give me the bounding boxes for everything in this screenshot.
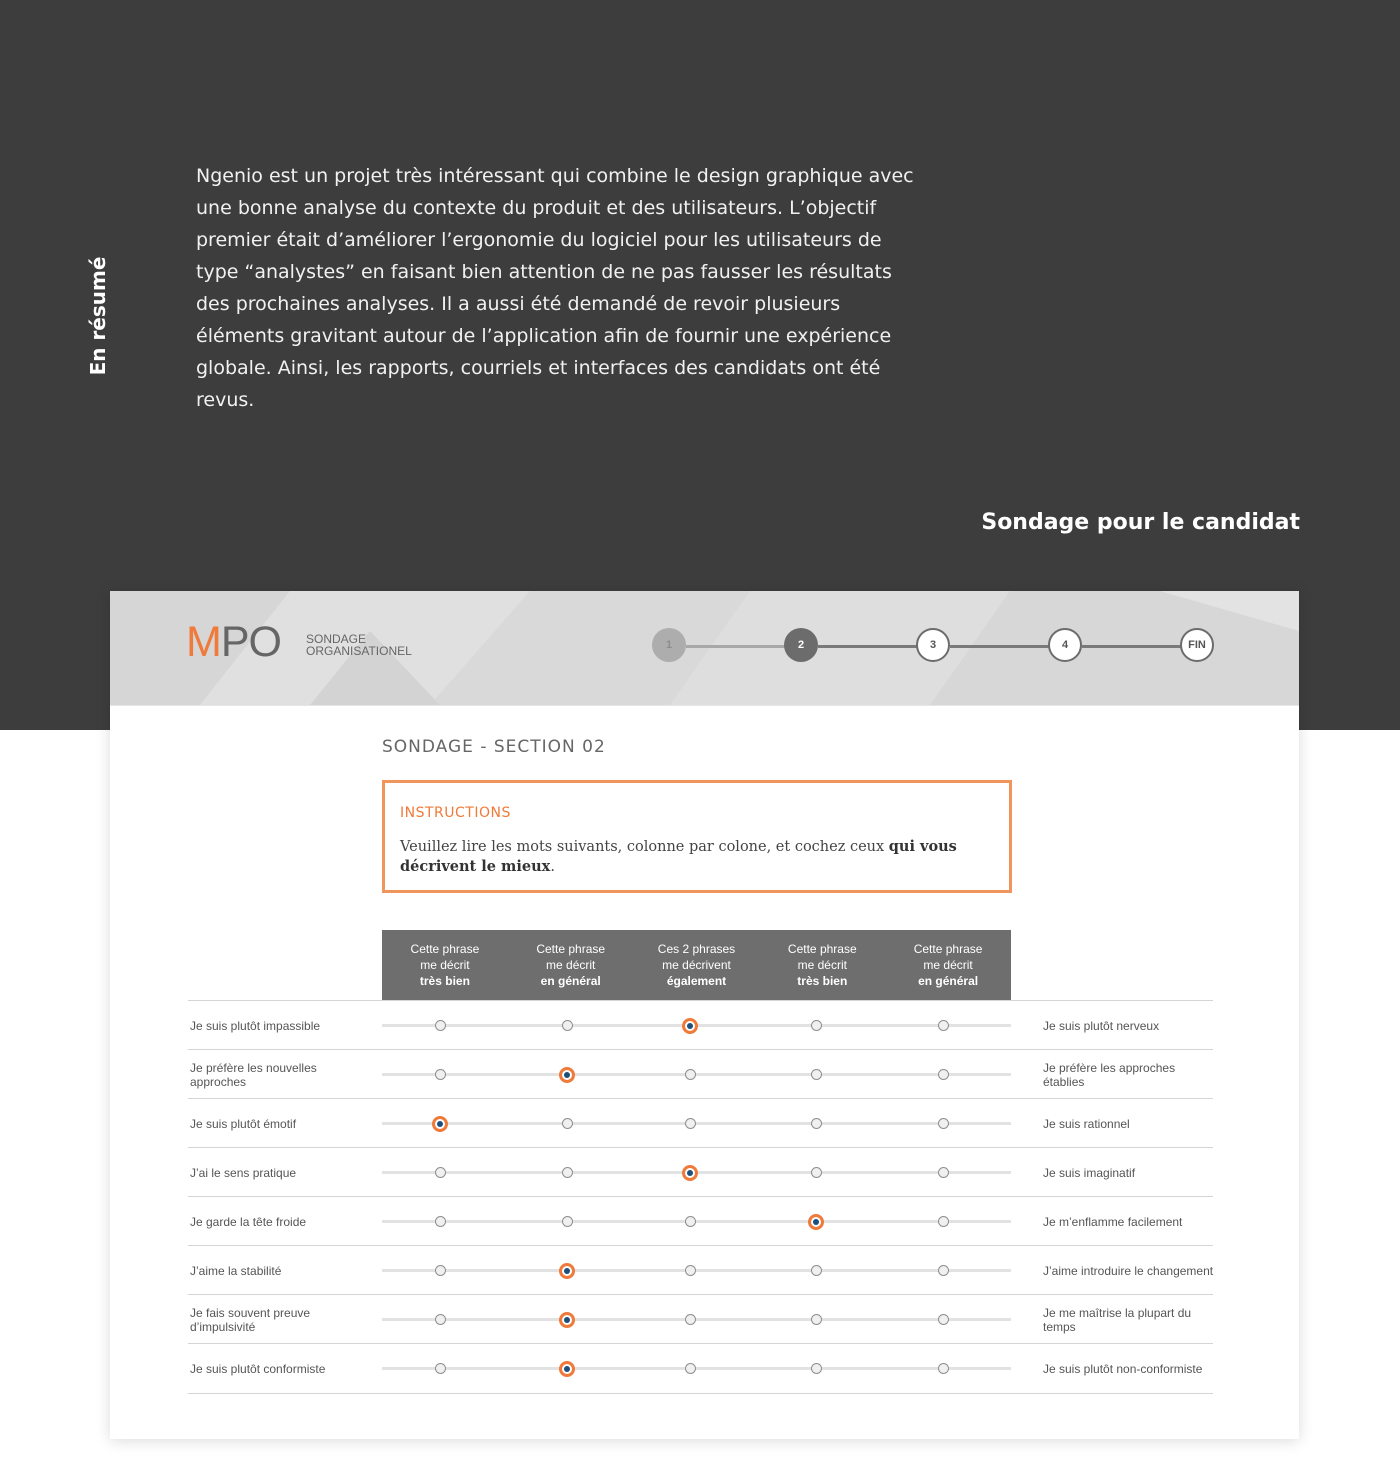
radio-selected[interactable] (559, 1067, 575, 1083)
radio-option[interactable] (938, 1167, 949, 1178)
radio-track (382, 1171, 1011, 1174)
survey-row (188, 1000, 1213, 1050)
radio-option[interactable] (435, 1020, 446, 1031)
column-header: Cette phrase me décrit très bien (787, 942, 857, 988)
radio-option[interactable] (938, 1069, 949, 1080)
survey-row (188, 1343, 1213, 1394)
instructions-box (382, 780, 1012, 893)
radio-option[interactable] (811, 1118, 822, 1129)
radio-option[interactable] (685, 1363, 696, 1374)
radio-option[interactable] (435, 1314, 446, 1325)
radio-option[interactable] (938, 1363, 949, 1374)
radio-track (382, 1367, 1011, 1370)
row-label-left: Je suis plutôt impassible (190, 1018, 321, 1033)
radio-option[interactable] (562, 1020, 573, 1031)
row-label-right: J’aime introduire le changement (1043, 1263, 1214, 1278)
radio-option[interactable] (685, 1118, 696, 1129)
step-4: 4 (1048, 628, 1082, 662)
radio-option[interactable] (811, 1265, 822, 1276)
survey-heading: Sondage pour le candidat (981, 510, 1300, 535)
radio-option[interactable] (811, 1020, 822, 1031)
radio-selected[interactable] (559, 1263, 575, 1279)
row-label-left: Je suis plutôt conformiste (190, 1361, 326, 1376)
logo-subtitle: SONDAGE ORGANISATIONEL (306, 632, 412, 658)
radio-option[interactable] (435, 1069, 446, 1080)
radio-track (382, 1318, 1011, 1321)
radio-option[interactable] (685, 1069, 696, 1080)
radio-selected[interactable] (559, 1312, 575, 1328)
row-label-left: Je préfère les nouvelles approches (190, 1060, 317, 1089)
progress-stepper (652, 628, 1216, 664)
step-connector (1082, 645, 1182, 648)
step-fin: FIN (1180, 628, 1214, 662)
app-header (110, 591, 1299, 706)
survey-screenshot (110, 591, 1299, 1439)
column-headers (382, 930, 1011, 1000)
row-label-right: Je préfère les approches établies (1043, 1060, 1176, 1089)
step-connector (686, 645, 785, 648)
radio-track (382, 1024, 1011, 1027)
radio-option[interactable] (938, 1118, 949, 1129)
column-header: Cette phrase me décrit en général (536, 942, 606, 988)
row-label-right: Je suis imaginatif (1043, 1165, 1136, 1180)
instructions-title: INSTRUCTIONS (400, 805, 511, 821)
radio-option[interactable] (435, 1363, 446, 1374)
summary-paragraph: Ngenio est un projet très intéressant qui combine le design graphique avec une bonne analyse du contexte du produit et des utilisateurs. L’objectif premier était d’améliorer l’ergonomie du logiciel pour les utilisateurs de type “analystes” en faisant bien attention de ne pas fausser les résultats des prochaines analyses. Il a aussi été demandé de revoir plusieurs éléments gravitant autour de l’application afin de fournir une expérience globale. Ainsi, les rapports, courriels et interfaces des candidats ont été revus. (196, 165, 914, 411)
radio-option[interactable] (435, 1265, 446, 1276)
row-label-right: Je me maîtrise la plupart du temps (1043, 1305, 1192, 1334)
radio-track (382, 1122, 1011, 1125)
step-2: 2 (784, 628, 818, 662)
radio-option[interactable] (811, 1069, 822, 1080)
column-header: Ces 2 phrases me décrivent également (657, 942, 736, 988)
radio-selected[interactable] (432, 1116, 448, 1132)
row-label-right: Je suis plutôt non-conformiste (1043, 1361, 1203, 1376)
radio-selected[interactable] (808, 1214, 824, 1230)
radio-option[interactable] (435, 1167, 446, 1178)
radio-option[interactable] (811, 1167, 822, 1178)
radio-option[interactable] (811, 1314, 822, 1325)
step-connector (818, 645, 917, 648)
side-label: En résumé (86, 256, 110, 376)
radio-option[interactable] (685, 1314, 696, 1325)
step-connector (950, 645, 1049, 648)
radio-option[interactable] (562, 1167, 573, 1178)
row-label-left: J’aime la stabilité (190, 1263, 282, 1278)
row-label-right: Je suis rationnel (1043, 1116, 1130, 1131)
row-label-left: Je fais souvent preuve d’impulsivité (190, 1305, 311, 1334)
row-label-left: Je garde la tête froide (190, 1214, 307, 1229)
radio-option[interactable] (685, 1265, 696, 1276)
radio-track (382, 1073, 1011, 1076)
column-header: Cette phrase me décrit en général (913, 942, 983, 988)
column-header: Cette phrase me décrit très bien (410, 942, 480, 988)
radio-option[interactable] (811, 1363, 822, 1374)
radio-option[interactable] (435, 1216, 446, 1227)
radio-option[interactable] (938, 1265, 949, 1276)
radio-selected[interactable] (682, 1018, 698, 1034)
radio-option[interactable] (938, 1020, 949, 1031)
radio-track (382, 1269, 1011, 1272)
radio-option[interactable] (938, 1216, 949, 1227)
radio-track (382, 1220, 1011, 1223)
survey-row (188, 1098, 1213, 1148)
survey-row (188, 1245, 1213, 1295)
survey-row (188, 1147, 1213, 1197)
survey-row (188, 1049, 1213, 1099)
radio-selected[interactable] (682, 1165, 698, 1181)
instructions-text: Veuillez lire les mots suivants, colonne par colone, et cochez ceux qui vous décrivent le mieux. (400, 838, 957, 875)
radio-option[interactable] (685, 1216, 696, 1227)
step-3: 3 (916, 628, 950, 662)
row-label-left: J’ai le sens pratique (190, 1165, 297, 1180)
radio-selected[interactable] (559, 1361, 575, 1377)
radio-option[interactable] (562, 1216, 573, 1227)
mpo-logo: MPO (186, 618, 281, 666)
radio-option[interactable] (562, 1118, 573, 1129)
section-title: SONDAGE - SECTION 02 (382, 737, 606, 757)
radio-option[interactable] (938, 1314, 949, 1325)
row-label-right: Je m’enflamme facilement (1043, 1214, 1183, 1229)
survey-row (188, 1196, 1213, 1246)
survey-row (188, 1294, 1213, 1344)
row-label-left: Je suis plutôt émotif (190, 1116, 297, 1131)
row-label-right: Je suis plutôt nerveux (1043, 1018, 1160, 1033)
step-1: 1 (652, 628, 686, 662)
